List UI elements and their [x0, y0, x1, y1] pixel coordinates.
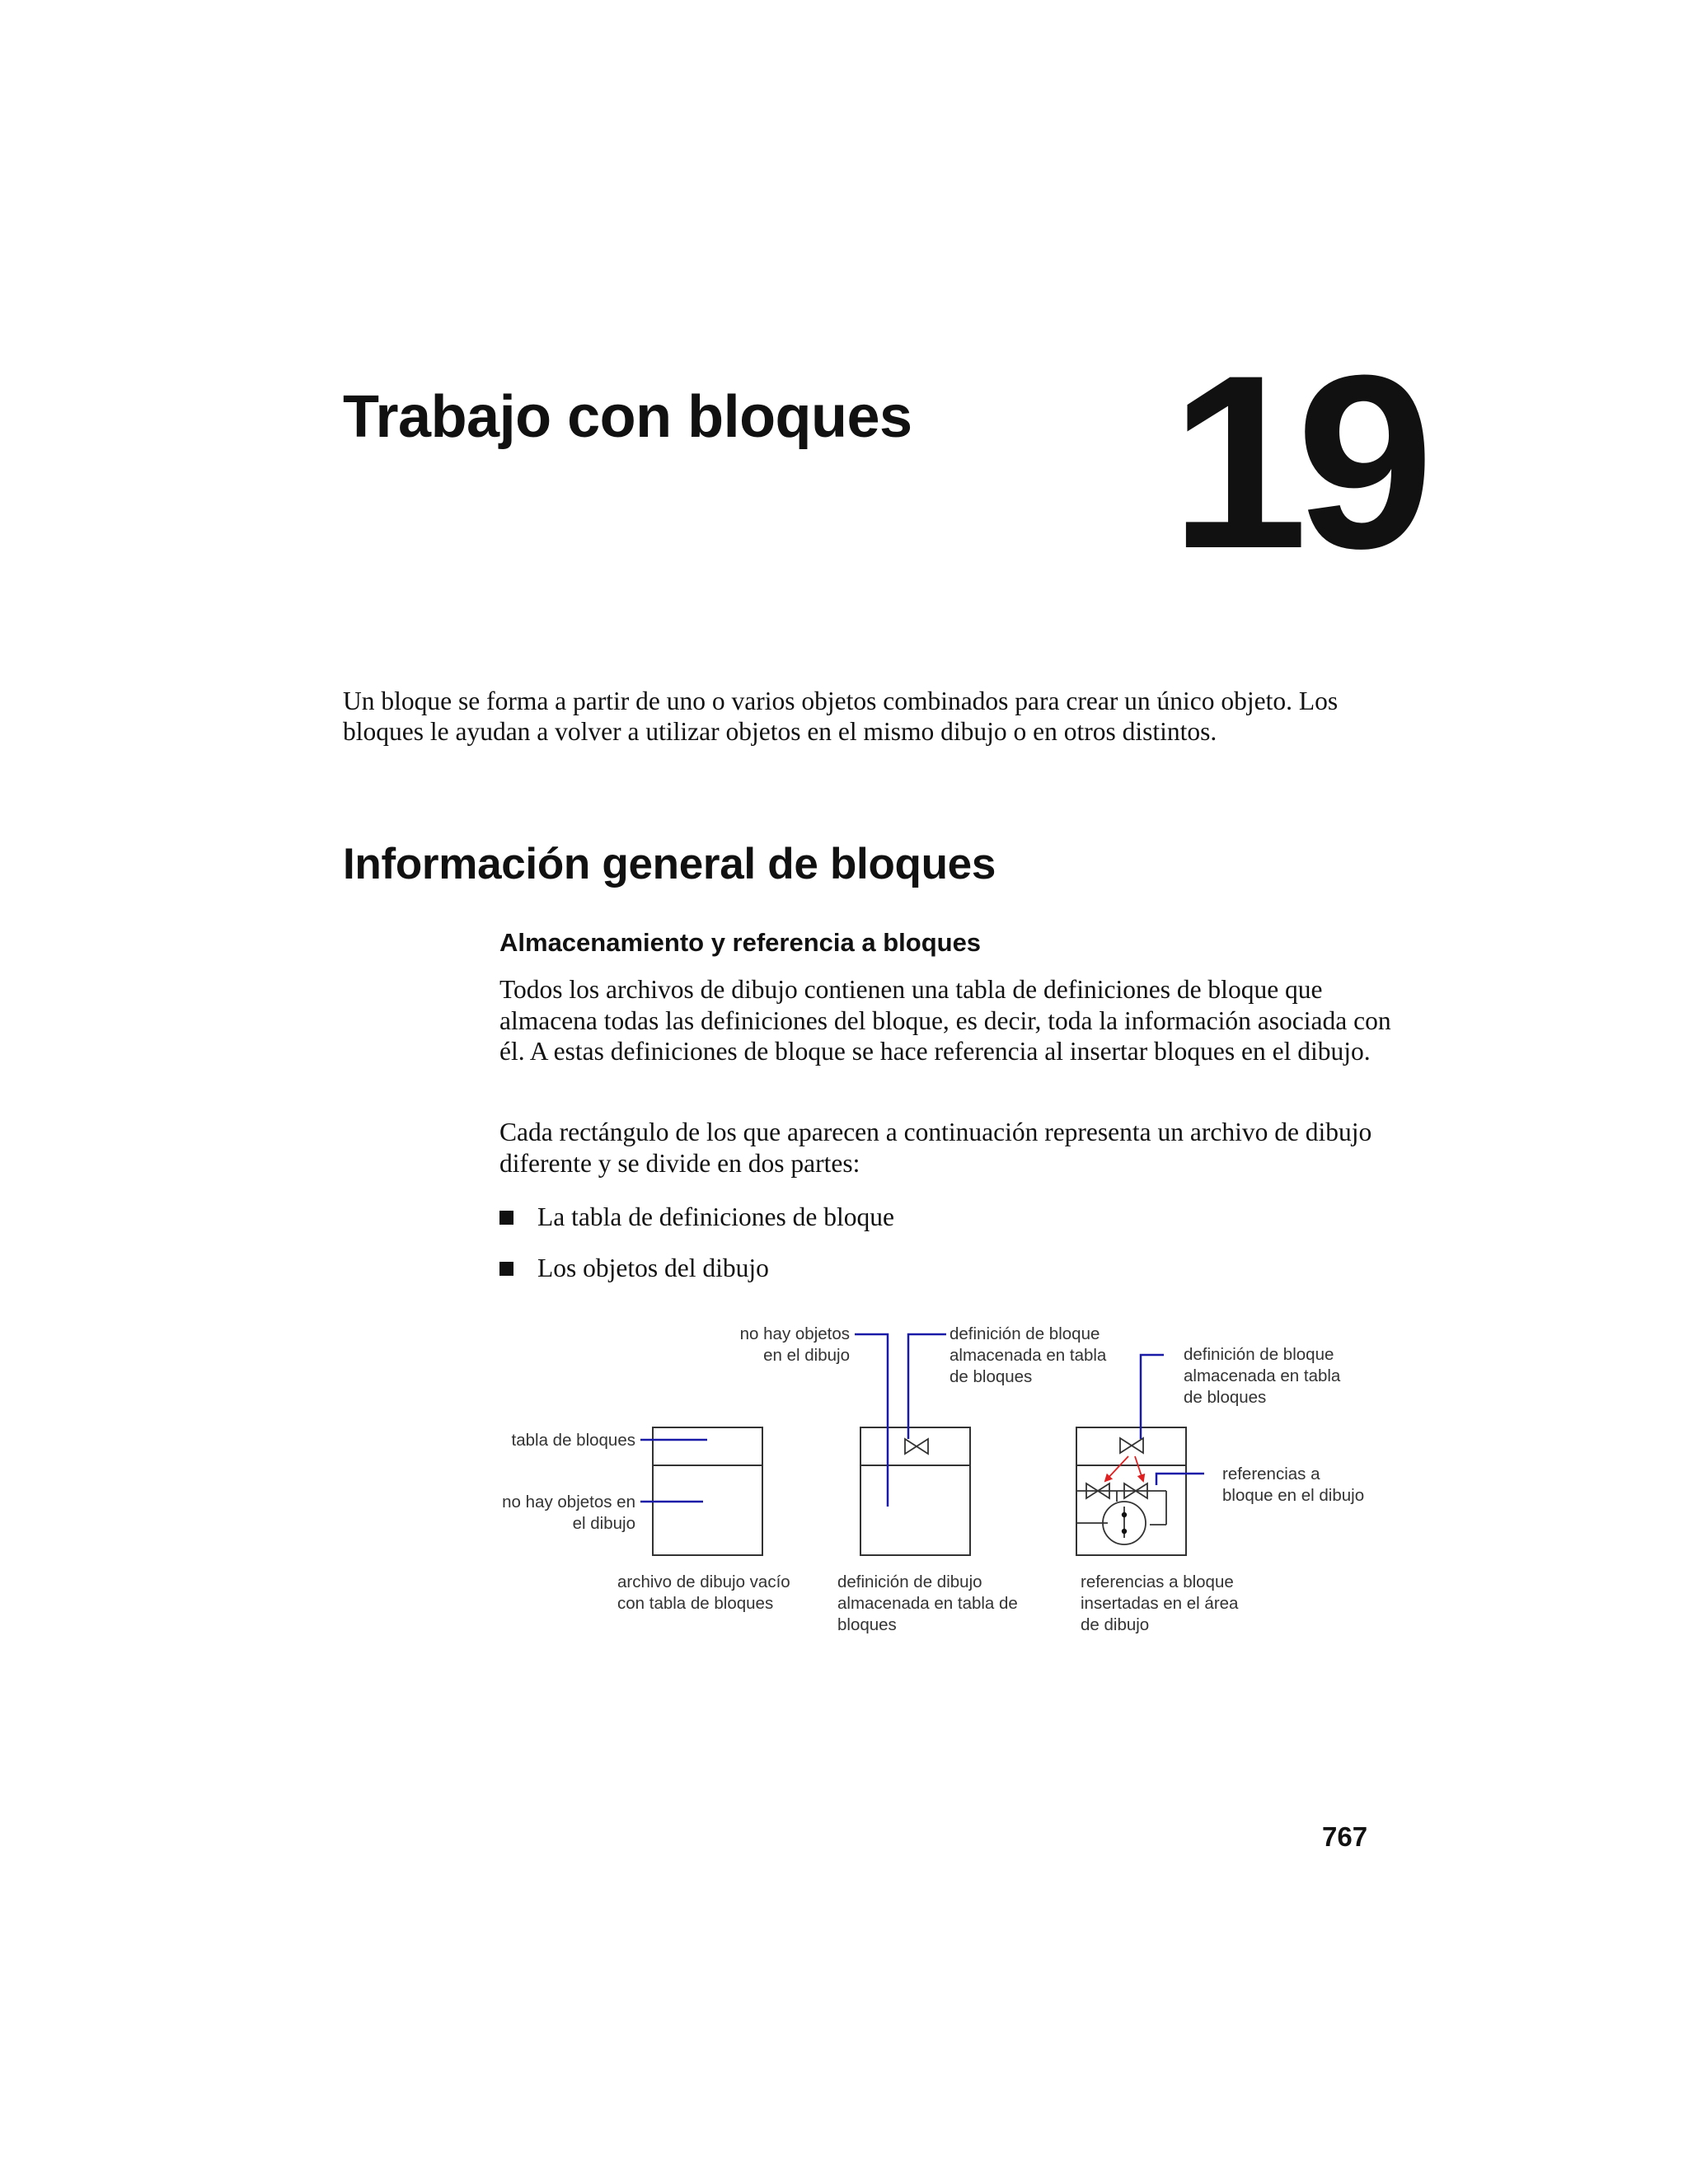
bullet-text: La tabla de definiciones de bloque — [537, 1202, 894, 1231]
label-no-hay-objetos-top: no hay objetos — [739, 1324, 850, 1343]
caption-box-3: referencias a bloque — [1081, 1572, 1234, 1591]
label-definicion-almacenada: almacenada en tabla — [1184, 1366, 1341, 1385]
body-paragraph: Todos los archivos de dibujo contienen una tabla de definiciones de bloque que almacena todas las definiciones del bloque, es decir, toda la información asociada con él. A estas definiciones de bloque se hace referencia al insertar bloques en el dibujo. — [499, 975, 1391, 1066]
reference-arrow — [1135, 1456, 1143, 1481]
label-definicion-almacenada: de bloques — [1184, 1388, 1267, 1407]
caption-box-2: bloques — [837, 1615, 897, 1634]
bullet-square-icon — [499, 1262, 513, 1276]
reference-arrow — [1105, 1456, 1128, 1481]
bullet-text: Los objetos del dibujo — [537, 1254, 769, 1282]
label-referencias: bloque en el dibujo — [1222, 1486, 1365, 1505]
label-tabla-de-bloques: tabla de bloques — [511, 1431, 635, 1450]
caption-box-3: de dibujo — [1081, 1615, 1150, 1634]
bullet-square-icon — [499, 1211, 513, 1225]
intro-paragraph: Un bloque se forma a partir de uno o varios objetos combinados para crear un único objeto. Los bloques le ayudan a volver a utilizar objetos en el mismo dibujo o en otros distintos. — [343, 687, 1339, 746]
caption-box-2: definición de dibujo — [837, 1572, 982, 1591]
label-definicion-almacenada: definición de bloque — [1184, 1345, 1334, 1364]
page-number: 767 — [1322, 1821, 1368, 1852]
leader-line — [1156, 1474, 1204, 1485]
label-no-hay-objetos-top: en el dibujo — [763, 1346, 850, 1365]
label-definicion-almacenada: almacenada en tabla — [950, 1346, 1107, 1365]
caption-box-2: almacenada en tabla de — [837, 1594, 1018, 1613]
valve-block-icon — [1120, 1438, 1143, 1453]
body-paragraph: Cada rectángulo de los que aparecen a continuación representa un archivo de dibujo diferente y se divide en dos partes: — [499, 1118, 1372, 1178]
piping-schematic — [1076, 1483, 1166, 1544]
label-referencias: referencias a — [1222, 1465, 1320, 1483]
label-definicion-almacenada: de bloques — [950, 1367, 1033, 1386]
label-definicion-almacenada: definición de bloque — [950, 1324, 1100, 1343]
drawing-file-empty — [653, 1427, 762, 1555]
label-no-hay-objetos: el dibujo — [572, 1514, 635, 1533]
caption-box-3: insertadas en el área — [1081, 1594, 1239, 1613]
chapter-title: Trabajo con bloques — [343, 384, 912, 450]
chapter-number: 19 — [1170, 323, 1423, 600]
caption-box-1: con tabla de bloques — [617, 1594, 774, 1613]
section-heading: Información general de bloques — [343, 840, 996, 888]
leader-line — [1141, 1355, 1164, 1439]
subsection-heading: Almacenamiento y referencia a bloques — [499, 928, 982, 957]
label-no-hay-objetos: no hay objetos en — [502, 1493, 635, 1511]
valve-block-icon — [905, 1439, 928, 1454]
leader-line — [908, 1334, 946, 1439]
caption-box-1: archivo de dibujo vacío — [617, 1572, 790, 1591]
block-storage-diagram — [495, 1310, 1385, 1657]
